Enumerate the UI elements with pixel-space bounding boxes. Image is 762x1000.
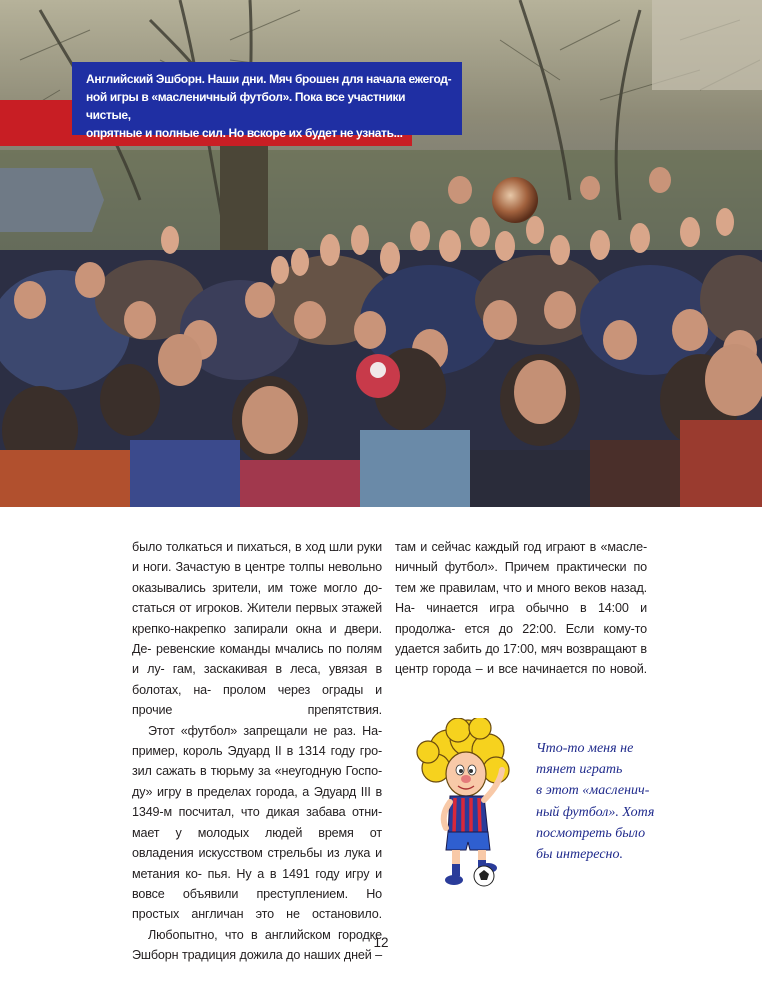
photo-caption	[86, 70, 452, 142]
text-line: зил сажать в тюрьму за «неугодную Госпо-	[132, 764, 382, 779]
text-line: ду» игру в пределах города, а Эдуард III	[132, 784, 371, 799]
text-line: ревенские команды мчались по полям и лу-	[132, 642, 382, 677]
text-line: и ноги. Зачастую в центре толпы невольно	[132, 560, 382, 575]
text-line: мает у молодых людей время от овладения	[132, 825, 382, 861]
text-line: Эшборн традиция дожила до наших дней –	[132, 948, 382, 963]
caption-line: опрятные и полные сил. Но вскоре их будет не узнать...	[86, 126, 403, 140]
quote-line: посмотреть было	[536, 825, 646, 841]
text-line: же правилам, что и много веков назад. На-	[395, 580, 647, 616]
text-line: статься от игроков. Жители первых этажей	[132, 601, 382, 616]
quote-line: ный футбол». Хотя	[536, 804, 655, 820]
text-line: там и сейчас каждый год играют в «масле-	[395, 540, 647, 554]
caption-line: Английский Эшборн. Наши дни. Мяч брошен для начала ежегод-	[86, 72, 452, 86]
text-column-left	[132, 537, 382, 966]
text-line: остановило.	[312, 907, 382, 922]
text-line: Этот «футбол» запрещали не раз. На-	[148, 723, 382, 738]
character-quote	[536, 738, 666, 865]
text-line: в 1349-м посчитал, что дикая забава отни-	[132, 784, 382, 820]
cartoon-boy-illustration	[408, 718, 520, 894]
photo-caption-box	[72, 62, 462, 140]
quote-line: бы интересно.	[536, 847, 623, 863]
text-line: чинается игра обычно в 14:00 и продолжа-	[395, 601, 647, 636]
text-line: пья. Ну а в 1491 году игру и вовсе объявили	[132, 866, 383, 901]
text-line: ничный футбол». Причем практически по тем	[395, 560, 647, 595]
text-line: преступлением. Но простых англичан это не	[132, 886, 382, 922]
text-line: было толкаться и пихаться, в ход шли руки	[132, 540, 382, 554]
text-line: Любопытно, что в английском городке	[148, 927, 382, 942]
text-line: пример, король Эдуард II в 1314 году гро-	[132, 744, 382, 759]
quote-line: в этот «масленич-	[536, 783, 650, 799]
paragraph	[395, 537, 647, 680]
quote-line: тянет играть	[536, 762, 623, 778]
text-line: крепко-накрепко запирали окна и двери. Де-	[132, 621, 382, 657]
paragraph	[132, 537, 382, 721]
caption-line: ной игры в «масленичный футбол». Пока все участники чистые,	[86, 90, 406, 122]
text-line: пролом через ограды и прочие препятствия.	[132, 682, 382, 718]
text-line: оказывались зрители, им тоже могло до-	[132, 580, 382, 595]
paragraph	[132, 721, 382, 925]
text-line: гам, заскакивая в леса, увязая в болотах, на-	[132, 662, 382, 697]
text-column-right	[395, 537, 647, 680]
quote-line: Что-то меня не	[536, 741, 634, 756]
text-line: и все начинается по новой.	[486, 662, 648, 677]
page-number: 12	[373, 935, 389, 950]
text-line: искусством стрельбы из лука и метания ко-	[132, 846, 382, 881]
text-line: ется до 22:00. Если кому-то удается забить	[395, 621, 647, 657]
text-line: до 17:00, мяч возвращают в центр города –	[395, 642, 647, 677]
